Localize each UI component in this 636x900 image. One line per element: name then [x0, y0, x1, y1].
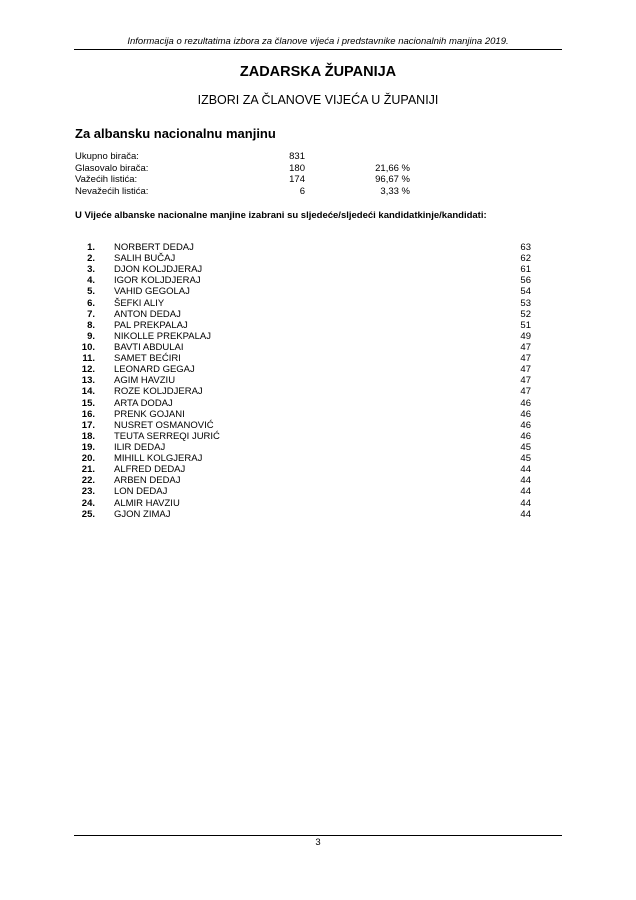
candidate-name: ROZE KOLJDJERAJ [114, 386, 203, 398]
section-heading: Za albansku nacionalnu manjinu [75, 126, 276, 141]
candidate-row [75, 398, 531, 409]
candidate-votes: 47 [520, 341, 531, 353]
candidate-row [75, 264, 531, 275]
stat-row-valid-ballots [75, 174, 415, 186]
candidate-votes: 46 [520, 419, 531, 431]
candidate-name: SALIH BUČAJ [114, 253, 176, 265]
candidate-rank: 12. [81, 364, 95, 376]
stat-row-invalid-ballots [75, 186, 415, 198]
candidate-votes: 46 [520, 430, 531, 442]
candidate-row [75, 486, 531, 497]
stat-value: 174 [289, 174, 305, 186]
candidate-name: ARBEN DEDAJ [114, 475, 181, 487]
candidate-row [75, 453, 531, 464]
candidate-name: ALFRED DEDAJ [114, 464, 186, 476]
candidate-list [75, 242, 531, 520]
candidate-votes: 54 [520, 286, 531, 298]
stat-label: Glasovalo birača: [75, 162, 149, 174]
candidate-votes: 44 [520, 497, 531, 509]
candidate-rank: 4. [87, 275, 95, 287]
candidate-rank: 1. [87, 242, 95, 253]
candidate-name: ANTON DEDAJ [114, 308, 181, 320]
candidate-name: VAHID GEGOLAJ [114, 286, 190, 298]
candidate-row [75, 475, 531, 486]
candidate-row [75, 464, 531, 475]
candidate-votes: 51 [520, 319, 531, 331]
candidate-rank: 25. [81, 508, 95, 520]
candidate-row [75, 442, 531, 453]
candidate-row [75, 242, 531, 253]
stat-label: Nevažećih listića: [75, 186, 149, 198]
page-title: ZADARSKA ŽUPANIJA [239, 64, 397, 80]
candidate-rank: 22. [81, 475, 95, 487]
candidate-votes: 44 [520, 464, 531, 476]
candidate-votes: 61 [520, 264, 531, 276]
candidate-rank: 2. [87, 253, 95, 265]
candidate-name: GJON ZIMAJ [114, 508, 171, 520]
candidate-row [75, 298, 531, 309]
candidate-row [75, 253, 531, 264]
candidate-name: ALMIR HAVZIU [114, 497, 180, 509]
candidate-name: NUSRET OSMANOVIĆ [114, 419, 214, 431]
candidate-votes: 62 [520, 253, 531, 265]
candidate-name: TEUTA SERREQI JURIĆ [114, 430, 220, 442]
stat-label: Ukupno birača: [75, 151, 139, 162]
candidate-name: AGIM HAVZIU [114, 375, 176, 387]
candidate-row [75, 320, 531, 331]
candidate-votes: 45 [520, 441, 531, 453]
candidate-votes: 47 [520, 353, 531, 365]
candidate-votes: 44 [520, 486, 531, 498]
stat-value: 6 [299, 186, 305, 198]
stat-value: 180 [289, 162, 305, 174]
candidate-votes: 46 [520, 397, 531, 409]
candidate-rank: 6. [87, 297, 95, 309]
candidate-rank: 10. [81, 341, 95, 353]
candidate-name: BAVTI ABDULAI [114, 341, 184, 353]
header-divider [74, 49, 562, 50]
stat-value: 831 [289, 151, 305, 162]
candidate-votes: 53 [520, 297, 531, 309]
candidate-votes: 63 [520, 242, 531, 253]
candidate-row [75, 309, 531, 320]
candidate-row [75, 342, 531, 353]
candidate-row [75, 364, 531, 375]
candidate-rank: 21. [81, 464, 95, 476]
candidate-rank: 16. [81, 408, 95, 420]
candidate-votes: 45 [520, 453, 531, 465]
candidate-rank: 23. [81, 486, 95, 498]
candidate-row [75, 409, 531, 420]
candidate-rank: 11. [82, 353, 95, 365]
candidate-name: ILIR DEDAJ [114, 441, 166, 453]
candidate-name: NIKOLLE PREKPALAJ [114, 330, 211, 342]
stat-percent: 3,33 % [380, 186, 410, 198]
candidate-rank: 3. [87, 264, 95, 276]
candidate-votes: 56 [520, 275, 531, 287]
candidate-rank: 7. [87, 308, 95, 320]
candidate-name: MIHILL KOLGJERAJ [114, 453, 203, 465]
stat-row-voted [75, 163, 415, 175]
candidate-votes: 44 [520, 475, 531, 487]
candidate-name: PAL PREKPALAJ [114, 319, 188, 331]
candidate-rank: 13. [81, 375, 95, 387]
stat-label: Važećih listića: [75, 174, 138, 186]
candidate-name: LEONARD GEGAJ [114, 364, 195, 376]
stat-percent: 96,67 % [375, 174, 410, 186]
candidate-row [75, 275, 531, 286]
candidate-name: ARTA DODAJ [114, 397, 173, 409]
candidate-name: SAMET BEĆIRI [114, 353, 181, 365]
elected-list-heading: U Vijeće albanske nacionalne manjine izabrani su sljedeće/sljedeći kandidatkinje/kandidati: [75, 210, 487, 221]
candidate-row [75, 286, 531, 297]
candidate-rank: 18. [81, 430, 95, 442]
candidate-rank: 15. [81, 397, 95, 409]
page-subtitle: IZBORI ZA ČLANOVE VIJEĆA U ŽUPANIJI [197, 93, 439, 107]
candidate-rank: 8. [87, 319, 95, 331]
stat-percent: 21,66 % [375, 162, 410, 174]
candidate-row [75, 498, 531, 509]
candidate-rank: 14. [81, 386, 95, 398]
candidate-votes: 44 [520, 508, 531, 520]
candidate-row [75, 386, 531, 397]
candidate-name: NORBERT DEDAJ [114, 242, 194, 253]
candidate-name: DJON KOLJDJERAJ [114, 264, 203, 276]
candidate-votes: 47 [520, 386, 531, 398]
candidate-votes: 52 [520, 308, 531, 320]
candidate-votes: 49 [520, 330, 531, 342]
candidate-row [75, 431, 531, 442]
candidate-votes: 47 [520, 364, 531, 376]
voter-stats [75, 151, 415, 198]
candidate-rank: 17. [81, 419, 95, 431]
candidate-row [75, 375, 531, 386]
running-header: Informacija o rezultatima izbora za članove vijeća i predstavnike nacionalnih manjina 2019. [127, 36, 509, 47]
candidate-votes: 47 [520, 375, 531, 387]
candidate-votes: 46 [520, 408, 531, 420]
candidate-name: IGOR KOLJDJERAJ [114, 275, 201, 287]
stat-row-total-voters [75, 151, 415, 163]
candidate-row [75, 353, 531, 364]
candidate-name: LON DEDAJ [114, 486, 168, 498]
candidate-row [75, 509, 531, 520]
candidate-rank: 19. [81, 441, 95, 453]
candidate-rank: 5. [87, 286, 95, 298]
candidate-rank: 9. [87, 330, 95, 342]
candidate-row [75, 420, 531, 431]
candidate-name: ŠEFKI ALIY [114, 297, 165, 309]
candidate-rank: 20. [81, 453, 95, 465]
page-number: 3 [315, 837, 321, 848]
candidate-name: PRENK GOJANI [114, 408, 185, 420]
footer-divider [74, 835, 562, 836]
candidate-rank: 24. [81, 497, 95, 509]
candidate-row [75, 331, 531, 342]
